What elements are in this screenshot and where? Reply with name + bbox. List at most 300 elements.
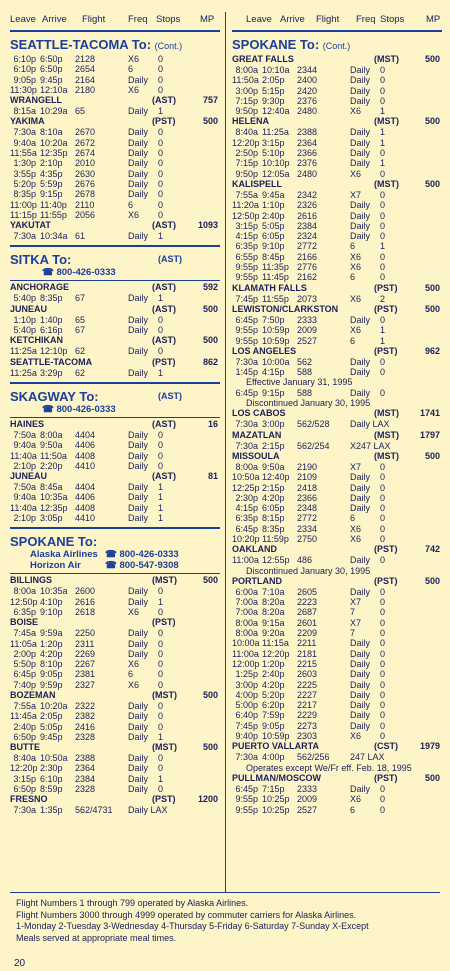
stops: 0 bbox=[380, 472, 386, 483]
arrive-time: 9:45p bbox=[40, 731, 63, 742]
frequency: 247 LAX bbox=[350, 752, 385, 763]
frequency: X6 bbox=[128, 54, 140, 64]
leave-time: 12:00p bbox=[232, 658, 260, 669]
arrive-time: 4:15p bbox=[262, 367, 285, 378]
arrive-time: 1:40p bbox=[40, 314, 63, 325]
leave-time: 10:00a bbox=[232, 638, 260, 649]
stops: 0 bbox=[380, 492, 386, 503]
leave-time: 5:50p bbox=[13, 659, 36, 670]
frequency: Daily bbox=[350, 689, 371, 700]
flight-row bbox=[232, 721, 442, 731]
leave-time: 11:50a bbox=[232, 75, 259, 86]
column-header bbox=[232, 14, 442, 27]
stops: 0 bbox=[158, 189, 164, 200]
leave-time: 2:30p bbox=[235, 492, 258, 503]
mileage-points: 500 bbox=[202, 116, 218, 127]
arrive-time: 6:05p bbox=[262, 503, 285, 514]
arrive-time: 3:05p bbox=[40, 513, 63, 524]
arrive-time: 12:10a bbox=[40, 84, 68, 95]
flight-number: 4404 bbox=[75, 429, 96, 440]
arrive-time: 2:15p bbox=[262, 482, 285, 493]
frequency: X6 bbox=[128, 606, 140, 617]
leave-time: 9:55p bbox=[235, 325, 258, 336]
leave-time: 11:15p bbox=[10, 209, 37, 220]
stops: 0 bbox=[380, 513, 386, 524]
flight-number: 2344 bbox=[297, 65, 318, 75]
frequency: Daily bbox=[350, 387, 371, 398]
time-zone: (AST) bbox=[152, 471, 176, 482]
flight-row bbox=[232, 357, 442, 367]
leave-time: 6:35p bbox=[13, 606, 36, 617]
leave-time: 4:00p bbox=[235, 689, 258, 700]
arrive-time: 2:05p bbox=[262, 75, 285, 86]
destination-heading bbox=[10, 95, 220, 106]
arrive-time: 2:15p bbox=[262, 440, 285, 451]
frequency: Daily bbox=[128, 482, 149, 493]
frequency: Daily bbox=[128, 492, 149, 503]
time-zone: (MST) bbox=[374, 408, 399, 419]
stops: 0 bbox=[380, 597, 386, 608]
arrive-time: 9:45a bbox=[262, 189, 285, 200]
destination-name: JUNEAU bbox=[10, 471, 48, 482]
flight-number: 61 bbox=[75, 231, 86, 242]
arrive-time: 9:50a bbox=[262, 461, 285, 472]
frequency: Daily bbox=[350, 472, 371, 483]
mileage-points: 500 bbox=[202, 575, 218, 586]
flight-number: 562/528 bbox=[297, 419, 330, 430]
arrive-time: 8:45p bbox=[262, 251, 285, 262]
flight-row bbox=[10, 127, 220, 137]
flight-row bbox=[232, 700, 442, 710]
leave-time: 12:20p bbox=[10, 763, 38, 774]
arrive-time: 10:00a bbox=[262, 356, 290, 367]
flight-row bbox=[10, 597, 220, 607]
frequency: Daily bbox=[128, 106, 149, 117]
flight-row bbox=[232, 419, 442, 429]
leave-time: 6:45p bbox=[13, 669, 36, 680]
flight-row bbox=[10, 231, 220, 241]
stops: 0 bbox=[158, 158, 164, 169]
section-rule bbox=[10, 573, 220, 574]
section-title-text: SEATTLE-TACOMA To: bbox=[10, 37, 152, 52]
stops: 0 bbox=[158, 721, 164, 732]
mileage-points: 1797 bbox=[419, 429, 440, 440]
frequency: X6 bbox=[128, 209, 140, 220]
header-leave: Leave bbox=[10, 14, 36, 25]
flight-number: 2366 bbox=[297, 148, 318, 159]
frequency: Daily bbox=[128, 773, 149, 784]
destination-name: PUERTO VALLARTA bbox=[232, 741, 319, 752]
frequency: Daily bbox=[128, 178, 149, 189]
destination-heading bbox=[232, 346, 442, 357]
stops: 0 bbox=[158, 659, 164, 670]
flight-row bbox=[10, 368, 220, 378]
flight-number: 4408 bbox=[75, 450, 96, 461]
flight-row bbox=[10, 763, 220, 773]
flight-number: 2388 bbox=[75, 753, 96, 764]
flight-row bbox=[232, 805, 442, 815]
stops: 1 bbox=[380, 137, 386, 148]
arrive-time: 7:59p bbox=[262, 710, 285, 721]
arrive-time: 9:59p bbox=[40, 679, 63, 690]
leave-time: 8:00a bbox=[235, 461, 258, 472]
flight-row bbox=[10, 148, 220, 158]
flight-number: 4404 bbox=[75, 482, 96, 493]
frequency: Daily bbox=[128, 721, 149, 732]
mileage-points: 500 bbox=[424, 116, 440, 127]
arrive-time: 10:35a bbox=[40, 492, 68, 503]
destination-heading bbox=[232, 116, 442, 127]
flight-number: 2672 bbox=[75, 137, 96, 148]
time-zone: (AST) bbox=[152, 303, 176, 314]
frequency: X6 bbox=[350, 262, 362, 273]
stops: 0 bbox=[158, 168, 164, 179]
stops: 0 bbox=[380, 75, 386, 86]
stops: 0 bbox=[158, 586, 164, 597]
stops: 0 bbox=[380, 461, 386, 472]
time-zone: (MST) bbox=[152, 689, 177, 700]
stops: 0 bbox=[380, 148, 386, 159]
arrive-time: 10:20a bbox=[40, 700, 68, 711]
flight-row bbox=[10, 189, 220, 199]
frequency: Daily bbox=[128, 429, 149, 440]
stops: 0 bbox=[380, 648, 386, 659]
arrive-time: 5:10p bbox=[262, 148, 285, 159]
arrive-time: 4:20p bbox=[262, 492, 285, 503]
destination-heading bbox=[232, 576, 442, 587]
flight-row bbox=[232, 628, 442, 638]
frequency: 6 bbox=[128, 199, 134, 210]
stops: 0 bbox=[380, 731, 386, 742]
destination-heading bbox=[10, 471, 220, 482]
time-zone: (AST) bbox=[152, 282, 176, 293]
leave-time: 6:00a bbox=[235, 586, 258, 597]
stops: 0 bbox=[380, 189, 386, 200]
frequency: X6 bbox=[128, 679, 140, 690]
phone-number: ☎ 800-426-0333 bbox=[105, 549, 179, 561]
continued-label: (Cont.) bbox=[322, 41, 351, 51]
leave-time: 6:50p bbox=[13, 731, 36, 742]
flight-row bbox=[232, 534, 442, 544]
arrive-time: 11:50a bbox=[40, 450, 67, 461]
mileage-points: 1979 bbox=[419, 741, 440, 752]
stops: 0 bbox=[380, 607, 386, 618]
flight-number: 2190 bbox=[297, 461, 318, 472]
destination-heading bbox=[232, 304, 442, 315]
frequency: 6 bbox=[128, 669, 134, 680]
schedule-note: Effective January 31, 1995 bbox=[246, 377, 353, 388]
section-divider bbox=[10, 382, 220, 384]
arrive-time: 5:05p bbox=[262, 220, 285, 231]
flight-number: 562/254 bbox=[297, 440, 330, 451]
flight-row bbox=[10, 784, 220, 794]
arrive-time: 4:20p bbox=[40, 648, 63, 659]
leave-time: 8:00a bbox=[235, 65, 258, 75]
frequency: Daily bbox=[350, 492, 371, 503]
leave-time: 5:00p bbox=[235, 700, 258, 711]
section-divider bbox=[10, 527, 220, 529]
time-zone: (AST) bbox=[152, 220, 176, 231]
flight-number: 2327 bbox=[75, 679, 96, 690]
destination-heading bbox=[10, 282, 220, 293]
frequency: Daily bbox=[350, 669, 371, 680]
destination-heading bbox=[232, 544, 442, 555]
stops: 1 bbox=[158, 513, 164, 524]
flight-row bbox=[232, 96, 442, 106]
frequency: 7 bbox=[350, 607, 356, 618]
arrive-time: 8:15p bbox=[262, 513, 285, 524]
time-zone: (PST) bbox=[374, 345, 398, 356]
stops: 0 bbox=[380, 503, 386, 514]
reservations-phone bbox=[10, 560, 220, 571]
frequency: Daily bbox=[128, 711, 149, 722]
flight-row bbox=[10, 649, 220, 659]
flight-row bbox=[232, 462, 442, 472]
flight-number: 2630 bbox=[75, 168, 96, 179]
flight-row bbox=[232, 169, 442, 179]
frequency: Daily bbox=[128, 189, 149, 200]
destination-heading bbox=[232, 179, 442, 190]
header-flight: Flight bbox=[316, 14, 340, 25]
stops: 0 bbox=[380, 168, 386, 179]
time-zone: (AST) bbox=[152, 335, 176, 346]
flight-number: 2333 bbox=[297, 314, 318, 325]
mileage-points: 500 bbox=[424, 303, 440, 314]
destination-name: OAKLAND bbox=[232, 544, 277, 555]
leave-time: 7:30a bbox=[13, 805, 36, 816]
frequency: Daily bbox=[350, 503, 371, 514]
stops: 0 bbox=[158, 669, 164, 680]
destination-name: LEWISTON/CLARKSTON bbox=[232, 303, 339, 314]
mileage-points: 81 bbox=[207, 471, 218, 482]
flight-row bbox=[10, 482, 220, 492]
leave-time: 2:00p bbox=[13, 648, 36, 659]
frequency: Daily bbox=[128, 753, 149, 764]
leave-time: 6:45p bbox=[235, 314, 258, 325]
leave-time: 2:10p bbox=[13, 460, 36, 471]
flight-row bbox=[10, 586, 220, 596]
flight-row bbox=[10, 169, 220, 179]
flight-number: 2776 bbox=[297, 262, 318, 273]
flight-row bbox=[10, 325, 220, 335]
arrive-time: 6:50p bbox=[40, 64, 63, 75]
time-zone: (PST) bbox=[152, 356, 176, 367]
flight-row bbox=[232, 221, 442, 231]
flight-row bbox=[10, 701, 220, 711]
flight-row bbox=[232, 649, 442, 659]
arrive-time: 7:15p bbox=[262, 783, 285, 794]
flight-row bbox=[10, 138, 220, 148]
flight-row bbox=[232, 483, 442, 493]
time-zone: (AST) bbox=[152, 95, 176, 106]
flight-row bbox=[10, 54, 220, 64]
frequency: Daily bbox=[128, 596, 149, 607]
leave-time: 8:15a bbox=[13, 106, 36, 117]
mileage-points: 862 bbox=[202, 356, 218, 367]
arrive-time: 10:20a bbox=[40, 137, 68, 148]
arrive-time: 8:10p bbox=[40, 659, 63, 670]
flight-number: 62 bbox=[75, 346, 86, 357]
flight-row bbox=[10, 210, 220, 220]
arrive-time: 5:05p bbox=[40, 721, 63, 732]
stops: 0 bbox=[380, 658, 386, 669]
leave-time: 7:30a bbox=[235, 440, 258, 451]
stops: 0 bbox=[380, 628, 386, 639]
flight-row bbox=[232, 690, 442, 700]
frequency: Daily bbox=[128, 325, 149, 336]
leave-time: 8:40a bbox=[235, 127, 258, 138]
leave-time: 9:55p bbox=[235, 272, 258, 283]
arrive-time: 5:59p bbox=[40, 178, 63, 189]
stops: 0 bbox=[158, 711, 164, 722]
reservations-phone bbox=[10, 549, 220, 560]
destination-name: KALISPELL bbox=[232, 178, 283, 189]
time-zone: (AST) bbox=[158, 390, 182, 401]
leave-time: 3:15p bbox=[235, 220, 258, 231]
arrive-time: 9:10p bbox=[262, 241, 285, 252]
mileage-points: 1093 bbox=[197, 220, 218, 231]
mileage-points: 1200 bbox=[197, 794, 218, 805]
leave-time: 1:45p bbox=[235, 367, 258, 378]
stops: 0 bbox=[158, 700, 164, 711]
stops: 2 bbox=[380, 293, 386, 304]
flight-number: 2382 bbox=[75, 711, 96, 722]
destination-name: PULLMAN/MOSCOW bbox=[232, 772, 321, 783]
leave-time: 3:55p bbox=[13, 168, 36, 179]
flight-number: 2388 bbox=[297, 127, 318, 138]
destination-heading bbox=[232, 741, 442, 752]
leave-time: 6:10p bbox=[13, 64, 36, 75]
stops: 0 bbox=[380, 251, 386, 262]
frequency: Daily bbox=[350, 648, 371, 659]
stops: 0 bbox=[158, 127, 164, 138]
flight-number: 2009 bbox=[297, 325, 318, 336]
flight-row bbox=[232, 555, 442, 565]
arrive-time: 11:40p bbox=[40, 199, 67, 210]
flight-number: 2225 bbox=[297, 679, 318, 690]
stops: 0 bbox=[380, 262, 386, 273]
stops: 0 bbox=[380, 679, 386, 690]
stops: 0 bbox=[158, 137, 164, 148]
destination-name: LOS CABOS bbox=[232, 408, 286, 419]
stops: 1 bbox=[158, 293, 164, 304]
flight-number: 2687 bbox=[297, 607, 318, 618]
flight-row bbox=[232, 638, 442, 648]
flight-number: 4410 bbox=[75, 513, 96, 524]
stops: 0 bbox=[380, 231, 386, 242]
flight-row bbox=[232, 200, 442, 210]
flight-number: 2223 bbox=[297, 597, 318, 608]
arrive-time: 2:30p bbox=[40, 763, 63, 774]
arrive-time: 10:25p bbox=[262, 804, 290, 815]
flight-row bbox=[10, 722, 220, 732]
frequency: Daily bbox=[128, 293, 149, 304]
stops: 0 bbox=[158, 314, 164, 325]
stops: 0 bbox=[380, 85, 386, 96]
frequency: X247 LAX bbox=[350, 440, 391, 451]
header-mp: MP bbox=[426, 14, 441, 25]
flight-number: 2109 bbox=[297, 472, 318, 483]
mileage-points: 16 bbox=[207, 418, 218, 429]
flight-number: 2618 bbox=[75, 606, 96, 617]
stops: 0 bbox=[158, 648, 164, 659]
section-rule bbox=[10, 280, 220, 281]
leave-time: 6:50p bbox=[13, 784, 36, 795]
arrive-time: 5:15p bbox=[262, 85, 285, 96]
arrive-time: 10:10a bbox=[262, 65, 290, 75]
stops: 1 bbox=[158, 231, 164, 242]
arrive-time: 1:35p bbox=[40, 805, 63, 816]
frequency: X7 bbox=[350, 597, 362, 608]
mileage-points: 500 bbox=[424, 178, 440, 189]
schedule-note: Operates except We/Fr eff. Feb. 18, 1995 bbox=[246, 762, 412, 773]
leave-time: 9:55p bbox=[235, 262, 258, 273]
stops: 1 bbox=[158, 106, 164, 117]
flight-row bbox=[232, 752, 442, 762]
arrive-time: 6:10p bbox=[40, 773, 63, 784]
flight-number: 2364 bbox=[297, 137, 318, 148]
flight-row bbox=[232, 367, 442, 377]
flight-row bbox=[232, 680, 442, 690]
flight-number: 2181 bbox=[297, 648, 318, 659]
mileage-points: 962 bbox=[424, 345, 440, 356]
stops: 0 bbox=[380, 794, 386, 805]
stops: 1 bbox=[380, 127, 386, 138]
flight-row bbox=[232, 127, 442, 137]
stops: 0 bbox=[380, 523, 386, 534]
flight-number: 2601 bbox=[297, 617, 318, 628]
arrive-time: 9:59a bbox=[40, 628, 63, 639]
arrive-time: 9:05p bbox=[40, 669, 63, 680]
leave-time: 7:30a bbox=[235, 752, 258, 763]
destination-name: ANCHORAGE bbox=[10, 282, 70, 293]
section-heading bbox=[10, 252, 220, 267]
reservations-phone: ☎ 800-426-0333 bbox=[42, 267, 116, 279]
arrive-time: 6:05p bbox=[262, 231, 285, 242]
column-header bbox=[10, 14, 220, 27]
flight-row bbox=[10, 659, 220, 669]
frequency: Daily bbox=[128, 231, 149, 242]
arrive-time: 8:20a bbox=[262, 597, 285, 608]
flight-number: 2334 bbox=[297, 523, 318, 534]
stops: 0 bbox=[158, 606, 164, 617]
destination-heading bbox=[232, 54, 442, 65]
flight-number: 486 bbox=[297, 555, 313, 566]
stops: 1 bbox=[158, 492, 164, 503]
leave-time: 11:05a bbox=[10, 638, 37, 649]
footer-notes bbox=[16, 898, 436, 944]
stops: 0 bbox=[158, 209, 164, 220]
flight-number: 2381 bbox=[75, 669, 96, 680]
frequency: Daily bbox=[350, 95, 371, 106]
flight-row bbox=[10, 639, 220, 649]
stops: 1 bbox=[380, 241, 386, 252]
leave-time: 11:55a bbox=[10, 148, 37, 159]
frequency: Daily bbox=[350, 638, 371, 649]
flight-row bbox=[10, 440, 220, 450]
phone-number: ☎ 800-547-9308 bbox=[105, 560, 179, 572]
destination-heading bbox=[10, 220, 220, 231]
flight-row bbox=[10, 158, 220, 168]
frequency: Daily bbox=[128, 784, 149, 795]
destination-name: BOZEMAN bbox=[10, 689, 56, 700]
section-title bbox=[10, 389, 220, 404]
mileage-points: 757 bbox=[202, 95, 218, 106]
destination-name: HELENA bbox=[232, 116, 270, 127]
flight-number: 65 bbox=[75, 106, 86, 117]
arrive-time: 8:59p bbox=[40, 784, 63, 795]
arrive-time: 11:25a bbox=[262, 127, 289, 138]
